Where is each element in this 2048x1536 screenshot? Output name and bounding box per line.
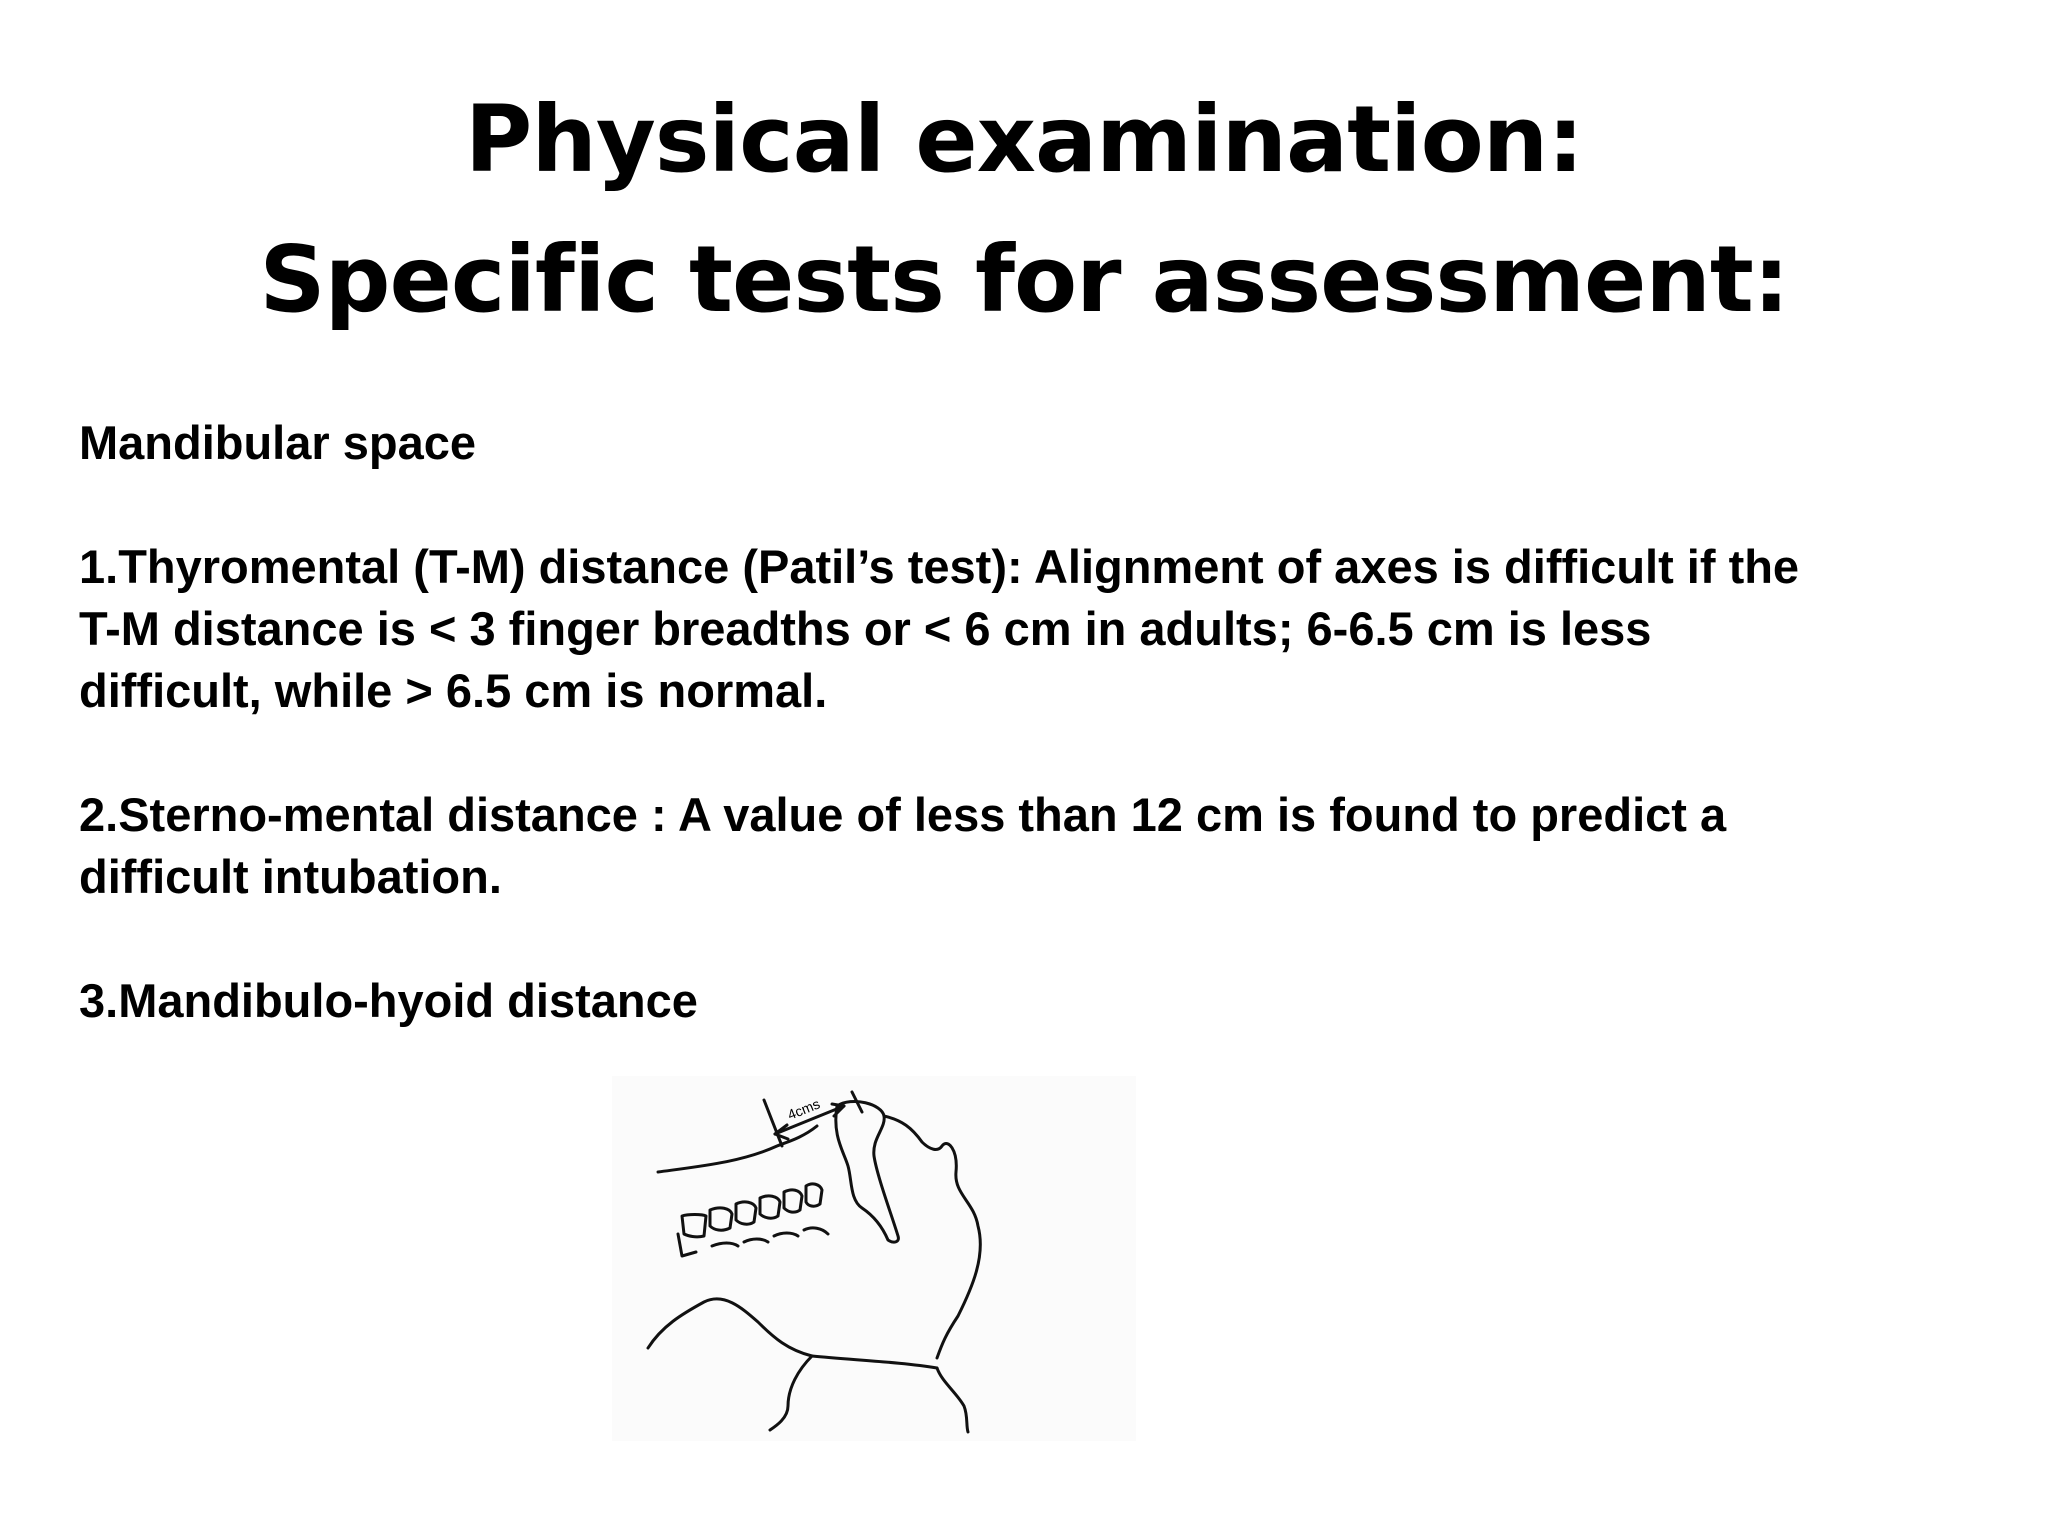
list-item-thyromental (79, 536, 1999, 722)
slide-body (79, 412, 1999, 1094)
head-neck-figure (612, 1076, 1136, 1441)
list-item-line: difficult intubation. (79, 850, 502, 903)
list-item-sternomental (79, 784, 1999, 908)
title-line-2: Specific tests for assessment: (259, 226, 1789, 333)
head-neck-line-drawing-icon (612, 1076, 1136, 1441)
figure-measure-label: 4cms (785, 1095, 823, 1123)
list-item-line: 1.Thyromental (T-M) distance (Patil’s test): Alignment of axes is difficult if the (79, 540, 1800, 593)
list-item-mandibulohyoid (79, 970, 1999, 1032)
list-item-line: T-M distance is < 3 finger breadths or < 6 cm in adults; 6-6.5 cm is less (79, 602, 1652, 655)
slide-title (0, 70, 2048, 350)
section-heading: Mandibular space (79, 416, 476, 469)
title-line-1: Physical examination: (464, 86, 1584, 193)
list-item-line: 3.Mandibulo-hyoid distance (79, 974, 698, 1027)
list-item-line: difficult, while > 6.5 cm is normal. (79, 664, 828, 717)
list-item-line: 2.Sterno-mental distance : A value of less than 12 cm is found to predict a (79, 788, 1727, 841)
